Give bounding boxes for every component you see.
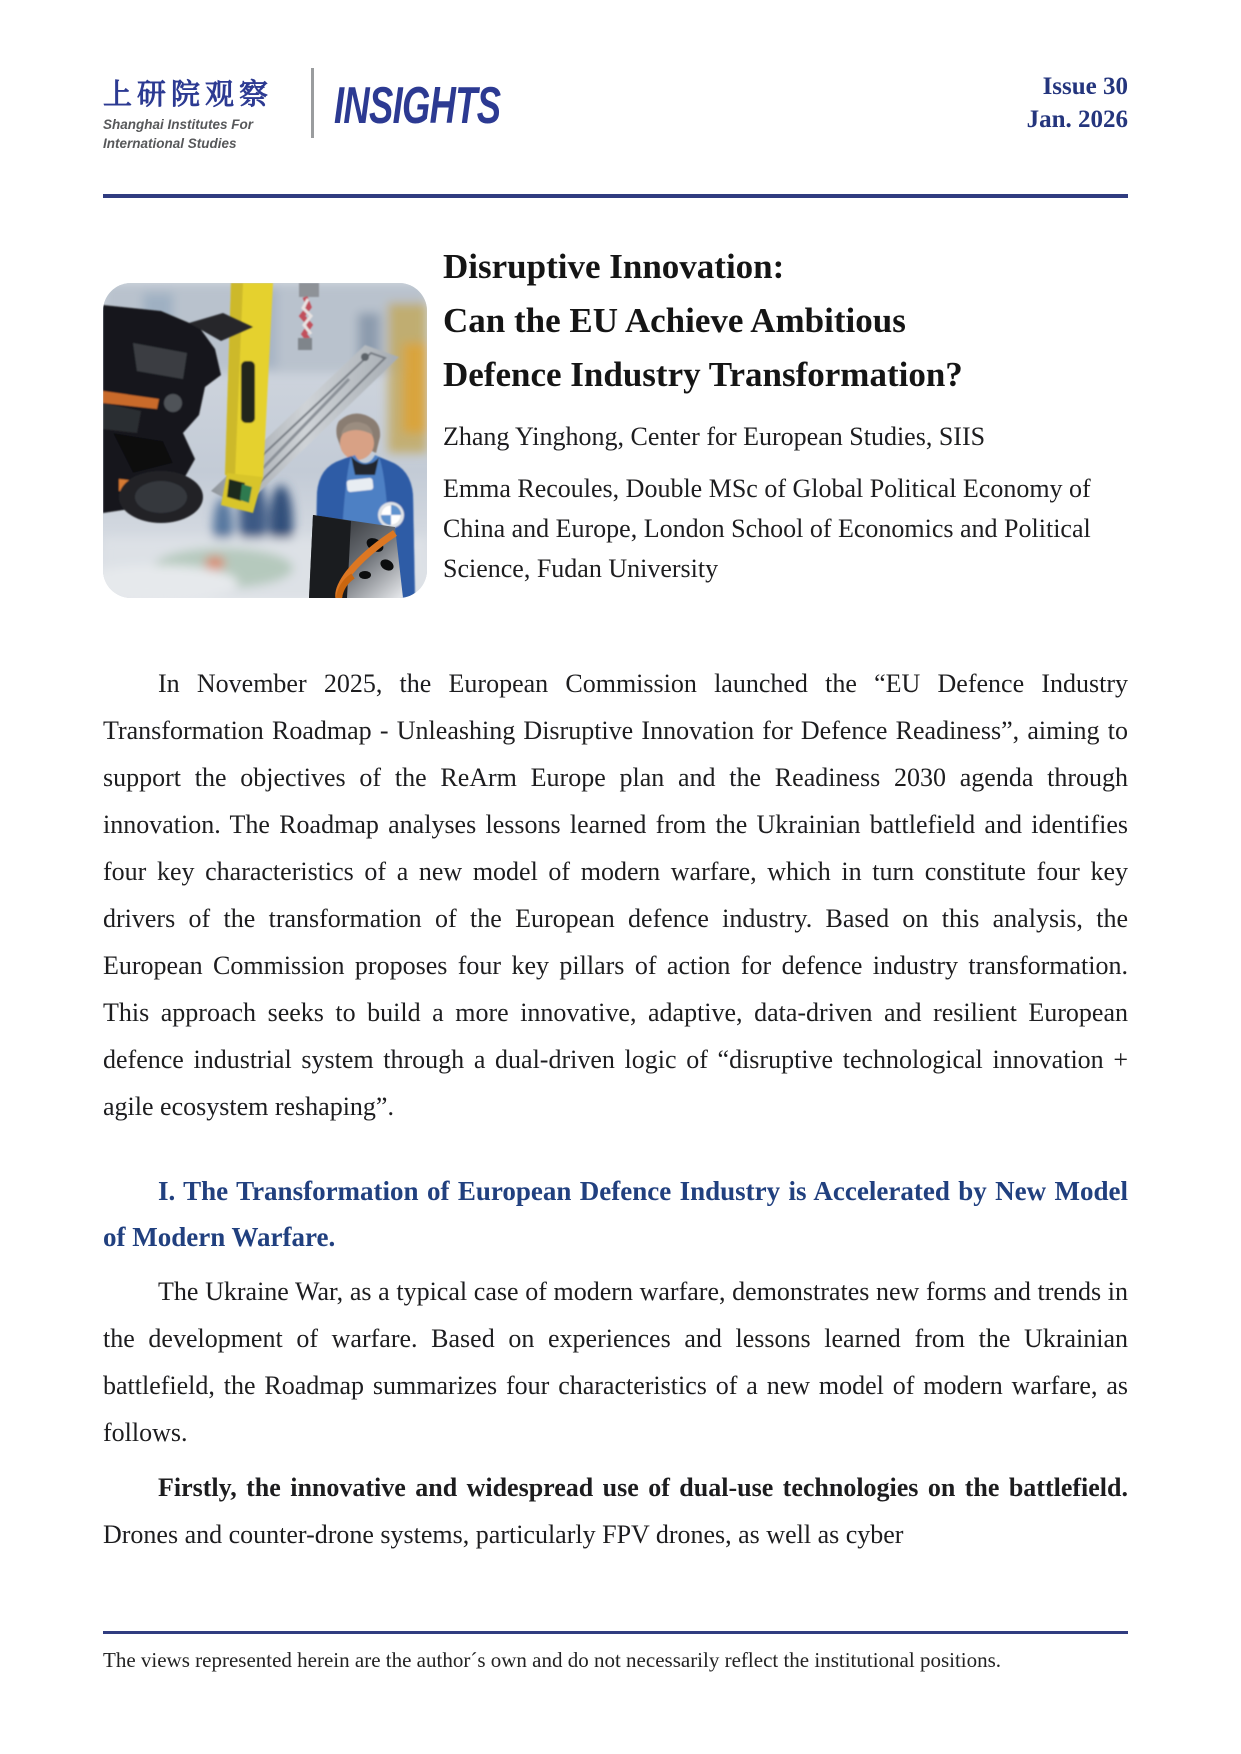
factory-photo-illustration [103, 283, 427, 598]
article-header [103, 238, 1128, 598]
section-heading-1: I. The Transformation of European Defence Industry is Accelerated by New Model of Modern Warfare. [103, 1176, 1128, 1252]
author-line-2: Emma Recoules, Double MSc of Global Political Economy of China and Europe, London School of Economics and Political Science, Fudan University [443, 474, 1091, 583]
footer-rule [103, 1631, 1128, 1634]
article-title [443, 240, 1128, 402]
paragraph-firstly-rest: Drones and counter-drone systems, particularly FPV drones, as well as cyber [103, 1520, 904, 1549]
siis-logo-subtitle-line2: International Studies [103, 136, 237, 151]
paragraph-ukraine-war: The Ukraine War, as a typical case of modern warfare, demonstrates new forms and trends in the development of warfare. Based on experiences and lessons learned from the Ukrainian battlefield, the Roadmap summarizes four characteristics of a new model of modern warfare, as follows. [103, 1277, 1128, 1447]
paragraph-intro: In November 2025, the European Commission launched the “EU Defence Industry Transformation Roadmap - Unleashing Disruptive Innovation for Defence Readiness”, aiming to support the objectives of the ReArm Europe plan and the Readiness 2030 agenda through innovation. The Roadmap analyses lessons learned from the Ukrainian battlefield and identifies four key characteristics of a new model of modern warfare, which in turn constitute four key drivers of the transformation of the European defence industry. Based on this analysis, the European Commission proposes four key pillars of action for defence industry transformation. This approach seeks to build a more innovative, adaptive, data-driven and resilient European defence industrial system through a dual-driven logic of “disruptive technological innovation + agile ecosystem reshaping”. [103, 669, 1128, 1121]
article-title-line3: Defence Industry Transformation? [443, 355, 963, 394]
author-line-1: Zhang Yinghong, Center for European Studies, SIIS [443, 422, 986, 451]
issue-block [1027, 70, 1128, 136]
issue-number: Issue 30 [1042, 73, 1128, 100]
masthead-title: INSIGHTS [334, 77, 501, 135]
article-title-line2: Can the EU Achieve Ambitious [443, 301, 906, 340]
footer-disclaimer: The views represented herein are the author´s own and do not necessarily reflect the institutional positions. [103, 1648, 1002, 1672]
siis-logo [103, 60, 303, 151]
issue-date: Jan. 2026 [1026, 106, 1128, 133]
paragraph-firstly-lead: Firstly, the innovative and widespread use of dual-use technologies on the battlefield. [158, 1473, 1128, 1502]
siis-logo-subtitle-line1: Shanghai Institutes For [103, 117, 254, 132]
article-title-line1: Disruptive Innovation: [443, 247, 785, 286]
title-column [443, 238, 1128, 598]
article-photo [103, 283, 427, 598]
paragraph-firstly [103, 1464, 1128, 1558]
masthead [103, 60, 1128, 151]
siis-logo-chinese: 上研院观察 [103, 77, 274, 111]
header-rule [103, 194, 1128, 198]
masthead-divider [311, 68, 314, 138]
